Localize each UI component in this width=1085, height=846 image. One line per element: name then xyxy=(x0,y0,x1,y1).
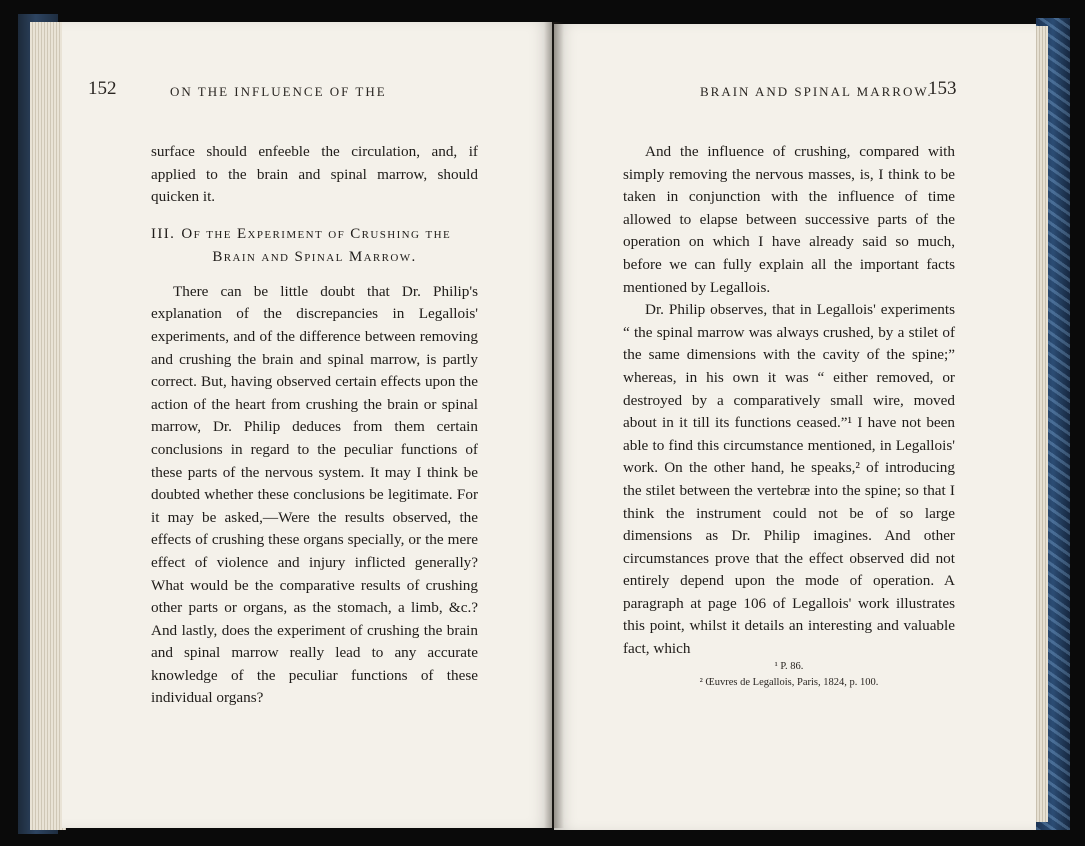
page-edges-left xyxy=(30,22,66,830)
right-page-number: 153 xyxy=(928,78,957,99)
footnote-2: ² Œuvres de Legallois, Paris, 1824, p. 100. xyxy=(699,677,879,688)
book-gutter xyxy=(544,22,564,828)
section-number: III. xyxy=(151,225,176,242)
left-paragraph-2: There can be little doubt that Dr. Philip's explanation of the discrepancies in Legallois' experiments, and of the difference between removing and crushing the brain and spinal marrow, is partly correct. But, having observed certain effects upon the action of the heart from crushing the brain or spinal marrow, Dr. Philip deduces from them certain conclusions in regard to the peculiar functions of these parts of the nervous system. It may I think be doubted whether these conclusions be legitimate. For it may be asked,—Were the results observed, the effects of crushing these organs specially, or the mere effect of violence and injury inflicted generally? What would be the comparative results of crushing other parts or organs, as the stomach, a limb, &c.? And lastly, does the experiment of crushing the brain and spinal marrow really lead to any accurate knowledge of the peculiar functions of these individual organs? xyxy=(151,282,478,707)
right-paragraph-1: And the influence of crushing, compared with simply removing the nervous masses, is, I think to be taken in conjunction with the influence of time allowed to elapse between successive parts of the operation on which I have already said so much, before we can fully explain all the important facts mentioned by Legallois. xyxy=(623,143,955,296)
page-edges-right xyxy=(1034,26,1048,822)
section-title-line1: Of the Experiment of Crushing the xyxy=(181,225,452,242)
left-page-number: 152 xyxy=(88,78,117,99)
footnote-1: ¹ P. 86. xyxy=(774,661,804,672)
right-page-header xyxy=(700,78,970,108)
right-text-column xyxy=(623,141,955,661)
left-running-head: ON THE INFLUENCE OF THE xyxy=(170,84,387,99)
left-text-column xyxy=(151,141,478,710)
right-paragraph-2: Dr. Philip observes, that in Legallois' experiments “ the spinal marrow was always crushed, by a stilet of the same dimensions with the cavity of the spine;” whereas, in his own it was “ either removed, or destroyed by a comparatively small wire, moved about in it till its functions ceased.”¹ I have not been able to find this circumstance mentioned, in Legallois' work. On the other hand, he speaks,² of introducing the stilet between the vertebræ into the spine; so that I think the instrument could not be of so large dimensions as Dr. Philip imagines. And other circumstances prove that the effect observed did not entirely depend upon the mode of operation. A paragraph at page 106 of Legallois' work illustrates this point, whilst it details an interesting and valuable fact, which xyxy=(623,301,955,658)
right-running-head: BRAIN AND SPINAL MARROW. xyxy=(700,84,933,99)
left-paragraph-1: surface should enfeeble the circulation, and, if applied to the brain and spinal marrow, should quicken it. xyxy=(151,143,478,206)
footnotes xyxy=(623,659,955,691)
section-heading xyxy=(151,223,478,269)
section-title-line2: Brain and Spinal Marrow. xyxy=(212,248,417,265)
left-page-header xyxy=(88,78,478,108)
